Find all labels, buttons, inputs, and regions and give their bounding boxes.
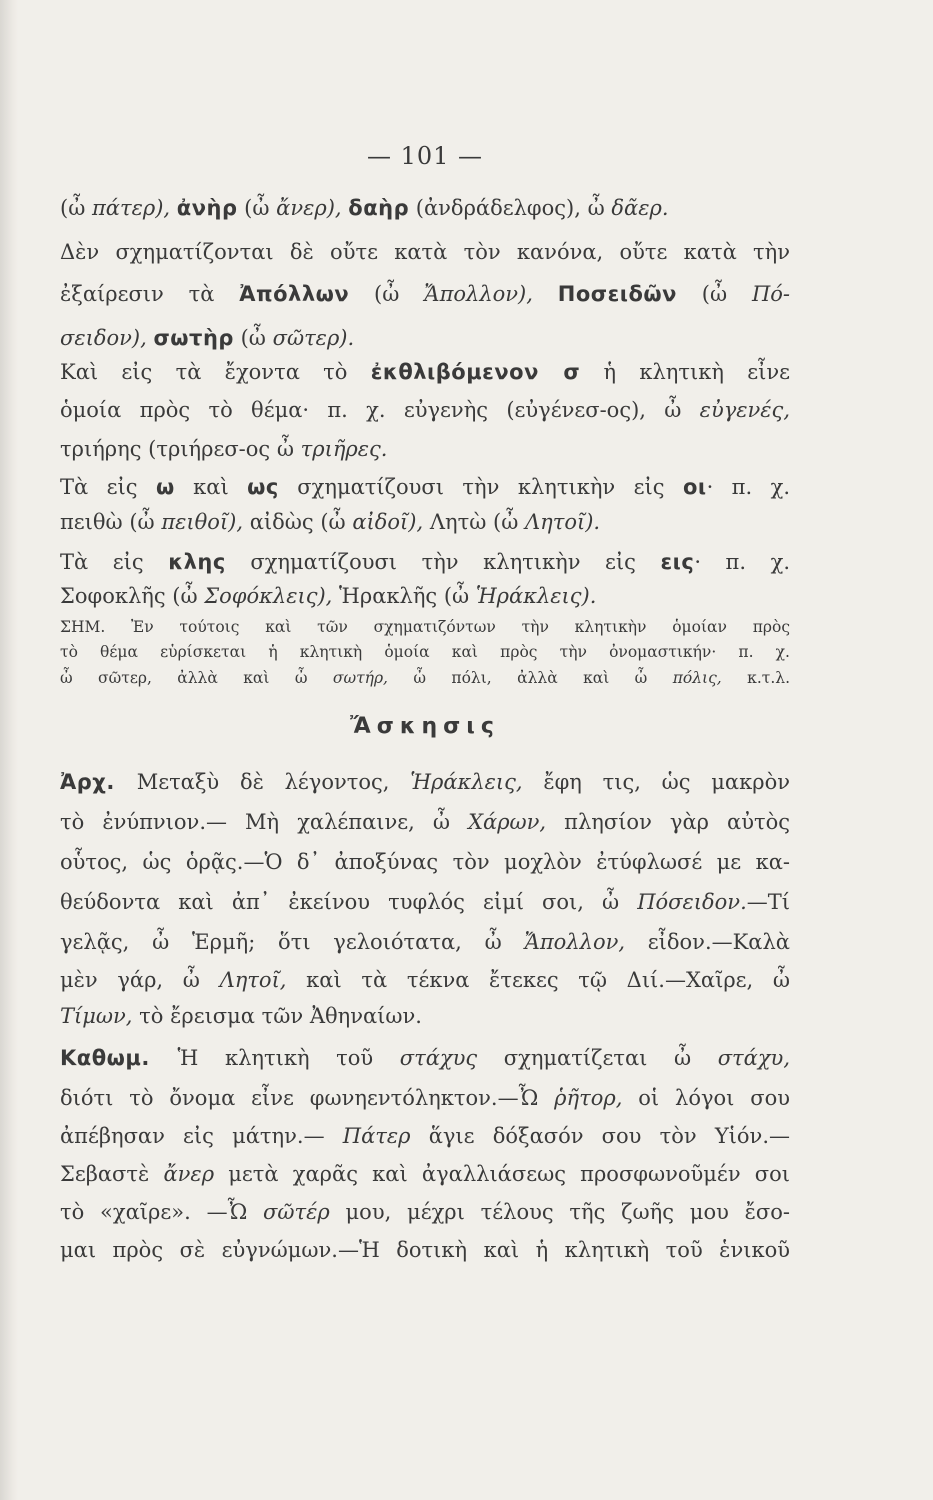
italic-term: εὐγενές,	[699, 398, 790, 422]
text-line	[60, 240, 790, 264]
text-line	[60, 360, 790, 384]
text-span: ὦ σῶτερ, ἀλλὰ καὶ ὦ	[60, 669, 333, 687]
text-span: Λητὼ (ὦ	[429, 510, 525, 534]
italic-term: Πάτερ	[342, 1124, 429, 1148]
text-line	[60, 437, 790, 461]
text-span: (ὦ	[60, 196, 92, 220]
italic-term: Πό-	[751, 282, 790, 306]
bold-term: κλης	[168, 550, 226, 574]
text-span: καὶ τὰ τέκνα ἔτεκες τῷ Διί.—Χαῖρε, ὦ	[306, 968, 791, 992]
bold-term: Ποσειδῶν	[557, 282, 677, 306]
text-span: πειθὼ (ὦ	[60, 510, 162, 534]
text-line	[60, 282, 790, 306]
italic-term: πειθοῖ),	[161, 510, 250, 534]
bold-term: ἀνὴρ	[176, 196, 238, 220]
text-span: Σεβαστὲ	[60, 1162, 164, 1186]
bold-term: ἐκθλιβόμενον σ	[370, 360, 581, 384]
italic-term: αἰδοῖ),	[352, 510, 430, 534]
text-span: ὦ πόλι, ἀλλὰ καὶ ὦ	[413, 669, 673, 687]
text-span: (ὦ	[349, 282, 425, 306]
text-span: οὗτος, ὡς ὁρᾷς.—Ὁ δ᾽ ἀποξύνας τὸν μοχλὸν ἐτύφλωσέ με κα-	[60, 850, 790, 874]
text-span: διότι τὸ ὄνομα εἶνε φωνηεντόληκτον.—Ὦ	[60, 1086, 555, 1110]
text-span: κ.τ.λ.	[747, 669, 790, 687]
text-span: (ὦ	[233, 326, 273, 350]
bold-term: Καθωμ.	[60, 1046, 178, 1070]
italic-term: Ἄπολλον),	[424, 282, 558, 306]
text-span: τὸ «χαῖρε». —Ὦ	[60, 1200, 264, 1224]
text-span: μαι πρὸς σὲ εὐγνώμων.—Ἡ δοτικὴ καὶ ἡ κλητικὴ τοῦ ἑνικοῦ	[60, 1238, 790, 1262]
bold-term: Ἀπόλλων	[239, 282, 350, 306]
italic-term: ἄνερ),	[276, 196, 349, 220]
italic-term: δᾶερ.	[611, 196, 669, 220]
text-span: ἐξαίρεσιν τὰ	[60, 282, 240, 306]
text-line	[60, 810, 790, 834]
text-line	[60, 1162, 790, 1186]
text-span: θεύδοντα καὶ ἀπ᾽ ἐκείνου τυφλός εἰμί σοι, ὦ	[60, 890, 638, 914]
italic-term: Σοφόκλεις),	[204, 584, 340, 608]
text-span: μὲν γάρ, ὦ	[60, 968, 220, 992]
italic-term: Ἡράκλεις).	[475, 584, 597, 608]
text-line	[60, 398, 790, 422]
bold-term: ως	[247, 475, 279, 499]
page-edge	[0, 0, 18, 1500]
text-span: ἅγιε δόξασόν σου τὸν Υἱόν.—	[428, 1124, 790, 1148]
bold-term: σωτὴρ	[153, 326, 234, 350]
italic-term: πόλις,	[672, 669, 748, 687]
italic-term: Χάρων,	[468, 810, 565, 834]
text-span: (ὦ	[237, 196, 277, 220]
italic-term: Λητοῖ).	[525, 510, 601, 534]
text-span: τριήρης (τριήρεσ-ος ὦ	[60, 437, 301, 461]
text-span: σχηματίζουσι τὴν κλητικὴν εἰς	[225, 550, 661, 574]
text-span: —Τί	[746, 890, 790, 914]
text-line	[60, 326, 790, 350]
italic-term: σωτήρ,	[332, 669, 414, 687]
text-span: ἡ κλητικὴ εἶνε	[580, 360, 790, 384]
text-span: Σοφοκλῆς (ὦ	[60, 584, 205, 608]
italic-term: τριῆρες.	[300, 437, 388, 461]
text-span: Μεταξὺ δὲ λέγοντος,	[136, 770, 411, 794]
italic-term: σῶτερ).	[272, 326, 355, 350]
text-span: μου, μέχρι τέλους τῆς ζωῆς μου ἔσο-	[345, 1200, 790, 1224]
italic-term: Τίμων,	[60, 1004, 140, 1028]
text-span: σχηματίζουσι τὴν κλητικὴν εἰς	[278, 475, 683, 499]
text-span: Δὲν σχηματίζονται δὲ οὔτε κατὰ τὸν κανόνα, οὔτε κατὰ τὴν	[60, 240, 790, 264]
italic-term: Ἡράκλεις,	[410, 770, 544, 794]
text-span: Καὶ εἰς τὰ ἔχοντα τὸ	[60, 360, 371, 384]
text-span: Ἡρακλῆς (ὦ	[339, 584, 476, 608]
text-span: Τὰ εἰς	[60, 475, 156, 499]
text-span: τὸ ἔρεισμα τῶν Ἀθηναίων.	[139, 1004, 422, 1028]
note-line	[60, 669, 790, 687]
italic-term: σειδον),	[60, 326, 154, 350]
text-line	[60, 1004, 790, 1028]
text-line	[60, 770, 790, 794]
text-span: (ὦ	[676, 282, 752, 306]
section-heading: Ἄσκησις	[350, 714, 500, 739]
text-line	[60, 1086, 790, 1110]
italic-term: στάχυ,	[717, 1046, 791, 1070]
text-span: γελᾷς, ὦ Ἑρμῆ; ὅτι γελοιότατα, ὦ	[60, 930, 525, 954]
text-span: τὸ ἐνύπνιον.— Μὴ χαλέπαινε, ὦ	[60, 810, 469, 834]
italic-term: πάτερ),	[92, 196, 177, 220]
bold-term: Ἀρχ.	[60, 770, 137, 794]
text-line	[60, 1046, 790, 1070]
text-line	[60, 1124, 790, 1148]
text-span: εἶδον.—Καλὰ	[647, 930, 790, 954]
page-number: — 101 —	[366, 142, 484, 170]
text-span: πλησίον γὰρ αὐτὸς	[564, 810, 790, 834]
italic-term: σῶτέρ	[263, 1200, 346, 1224]
italic-term: Ἄπολλον,	[524, 930, 648, 954]
note-line	[60, 618, 790, 636]
italic-term: ἄνερ	[163, 1162, 229, 1186]
text-span: Ἡ κλητικὴ τοῦ	[177, 1046, 400, 1070]
text-line	[60, 890, 790, 914]
bold-term: δαὴρ	[348, 196, 410, 220]
italic-term: ῥῆτορ,	[554, 1086, 639, 1110]
bold-term: οι	[682, 475, 707, 499]
bold-term: ω	[155, 475, 175, 499]
text-span: ἔφη τις, ὡς μακρὸν	[543, 770, 790, 794]
text-span: ὁμοία πρὸς τὸ θέμα· π. χ. εὐγενὴς (εὐγένεσ-ος), ὦ	[60, 398, 700, 422]
italic-term: Λητοῖ,	[219, 968, 307, 992]
text-line	[60, 968, 790, 992]
text-line	[60, 1238, 790, 1262]
text-span: ΣΗΜ. Ἐν τούτοις καὶ τῶν σχηματιζόντων τὴν κλητικὴν ὁμοίαν πρὸς	[60, 618, 790, 636]
note-line	[60, 643, 790, 661]
text-line	[60, 510, 790, 534]
text-line	[60, 584, 790, 608]
text-span: οἱ λόγοι σου	[638, 1086, 791, 1110]
text-line	[60, 550, 790, 574]
italic-term: στάχυς	[399, 1046, 504, 1070]
text-line	[60, 1200, 790, 1224]
italic-term: Πόσειδον.	[637, 890, 747, 914]
bold-term: εις	[660, 550, 695, 574]
text-span: · π. χ.	[706, 475, 790, 499]
text-line	[60, 475, 790, 499]
text-span: καὶ	[174, 475, 248, 499]
text-line	[60, 850, 790, 874]
text-span: αἰδὼς (ὦ	[249, 510, 353, 534]
text-span: Τὰ εἰς	[60, 550, 169, 574]
text-span: ἀπέβησαν εἰς μάτην.—	[60, 1124, 343, 1148]
text-line	[60, 196, 790, 220]
text-span: μετὰ χαρᾶς καὶ ἀγαλλιάσεως προσφωνοῦμέν σοι	[228, 1162, 790, 1186]
text-span: σχηματίζεται ὦ	[503, 1046, 718, 1070]
text-span: (ἀνδράδελφος), ὦ	[409, 196, 612, 220]
text-line	[60, 930, 790, 954]
text-span: τὸ θέμα εὑρίσκεται ἡ κλητικὴ ὁμοία καὶ πρὸς τὴν ὀνομαστικήν· π. χ.	[60, 643, 790, 661]
text-span: · π. χ.	[694, 550, 790, 574]
